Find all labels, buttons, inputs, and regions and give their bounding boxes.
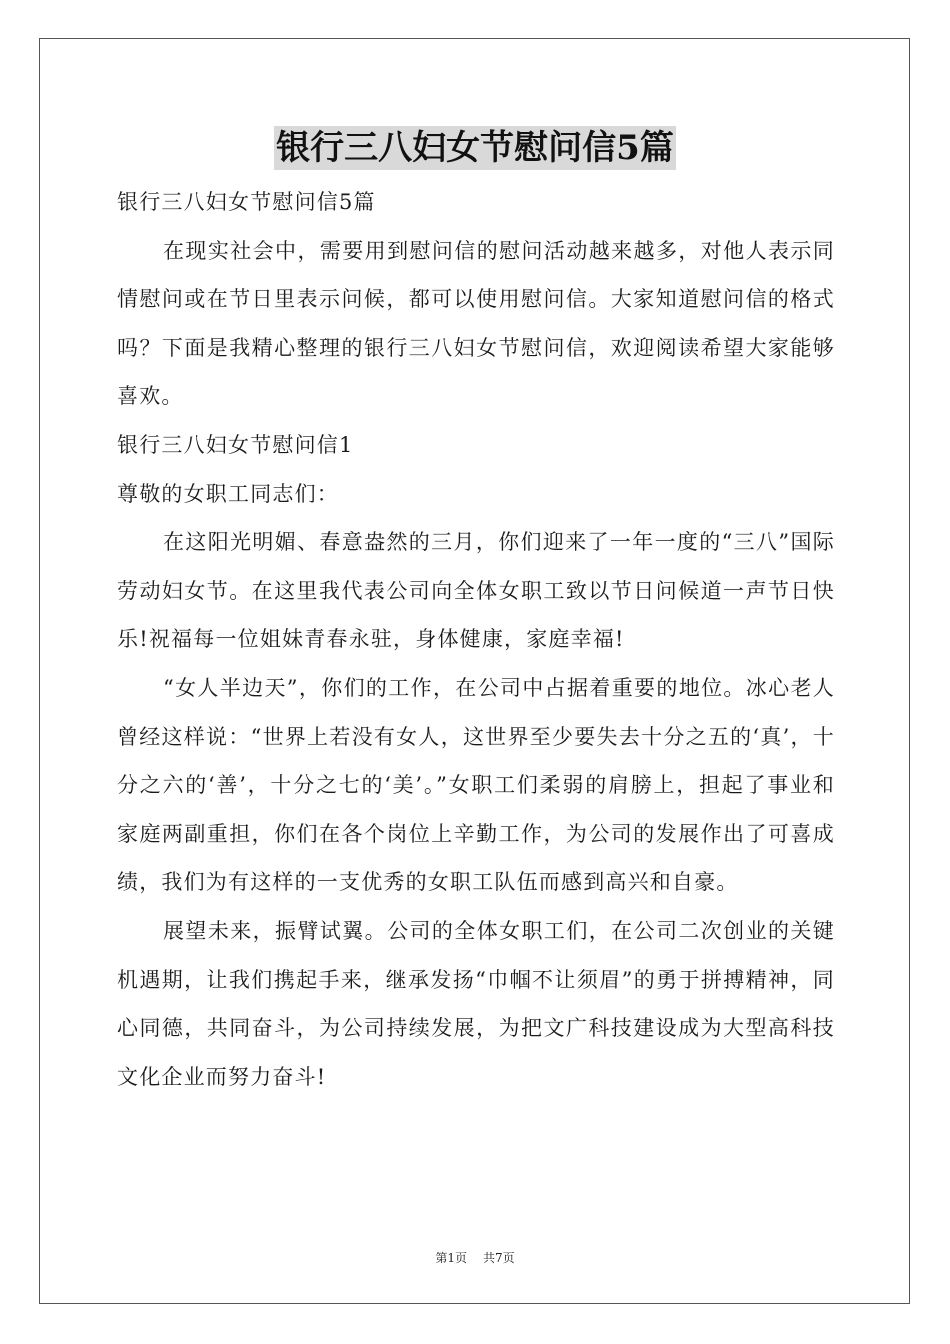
paragraph-greeting: 在这阳光明媚、春意盎然的三月，你们迎来了一年一度的“三八”国际劳动妇女节。在这里我代表公司向全体女职工致以节日问候道一声节日快乐!祝福每一位姐妹青春永驻，身体健康，家庭幸福!	[117, 530, 835, 652]
document-body	[117, 178, 835, 1101]
paragraph-intro: 在现实社会中，需要用到慰问信的慰问活动越来越多，对他人表示同情慰问或在节日里表示问候，都可以使用慰问信。大家知道慰问信的格式吗？下面是我精心整理的银行三八妇女节慰问信，欢迎阅读希望大家能够喜欢。	[117, 238, 835, 409]
paragraph-letter-heading: 银行三八妇女节慰问信1	[117, 432, 354, 457]
page-total: 共7页	[483, 1251, 515, 1265]
paragraph-subtitle: 银行三八妇女节慰问信5篇	[117, 190, 376, 214]
document-title: 银行三八妇女节慰问信5篇	[276, 128, 674, 168]
paragraph-outlook: 展望未来，振臂试翼。公司的全体女职工们，在公司二次创业的关键机遇期，让我们携起手来，继承发扬“巾帼不让须眉”的勇于拼搏精神，同心同德，共同奋斗，为公司持续发展，为把文广科技建设成为大型高科技文化企业而努力奋斗!	[117, 918, 835, 1089]
paragraph-salutation: 尊敬的女职工同志们：	[117, 481, 339, 506]
title-container	[0, 126, 950, 170]
page-footer	[0, 1249, 950, 1266]
page-number: 第1页	[435, 1251, 467, 1265]
paragraph-praise: “女人半边天”，你们的工作，在公司中占据着重要的地位。冰心老人曾经这样说：“世界上若没有女人，这世界至少要失去十分之五的‘真’，十分之六的‘善’，十分之七的‘美’。”女职工们柔弱的肩膀上，担起了事业和家庭两副重担，你们在各个岗位上辛勤工作，为公司的发展作出了可喜成绩，我们为有这样的一支优秀的女职工队伍而感到高兴和自豪。	[117, 675, 835, 895]
